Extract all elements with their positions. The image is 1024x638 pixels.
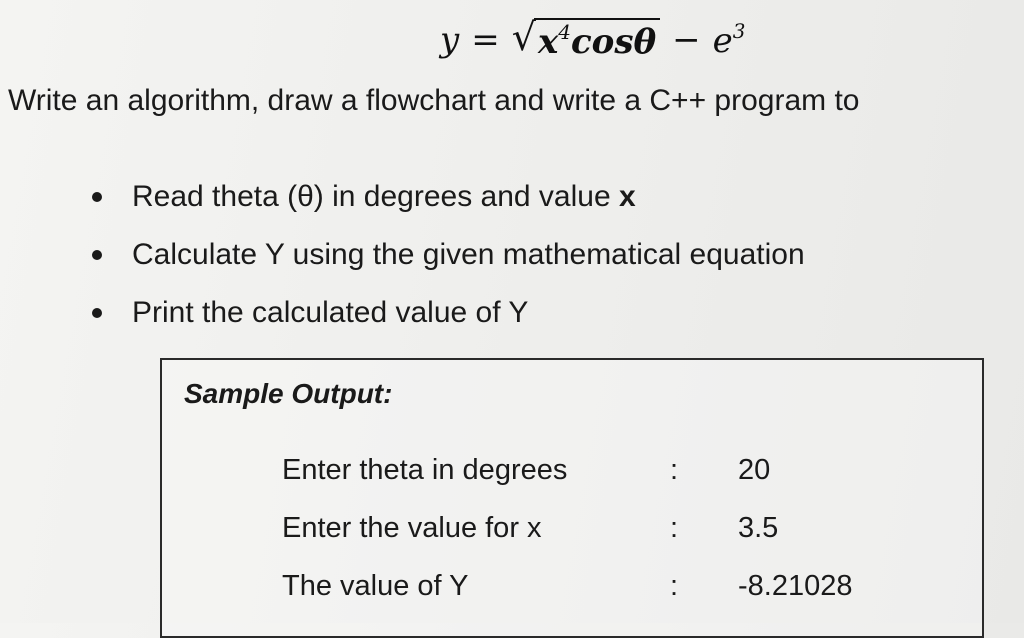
term-power: 3 — [732, 19, 746, 43]
equation — [440, 14, 746, 66]
task-3-text: Print the calculated value of Y — [132, 296, 529, 329]
equation-term — [713, 19, 746, 61]
output-row — [282, 570, 922, 610]
equation-radical — [511, 14, 660, 63]
bullet-icon — [92, 192, 102, 202]
output-row — [282, 512, 922, 552]
task-list — [92, 168, 805, 342]
output-label: Enter the value for x — [282, 512, 542, 544]
list-item — [92, 284, 805, 342]
equation-radicand — [534, 18, 660, 63]
task-1-text: Read theta (θ) in degrees and value — [132, 180, 619, 213]
output-value: 3.5 — [738, 512, 779, 544]
output-label: The value of Y — [282, 570, 469, 602]
equation-equals: = — [471, 20, 500, 60]
term-base: e — [712, 21, 733, 61]
radicand-base: x — [537, 21, 559, 62]
task-text — [132, 180, 636, 214]
output-value: 20 — [738, 454, 771, 486]
bullet-icon — [92, 308, 102, 318]
task-2-text: Calculate Y using the given mathematical equation — [132, 238, 805, 271]
output-value: -8.21028 — [738, 570, 853, 602]
radicand-rest: cosθ — [570, 21, 657, 62]
equation-minus: − — [672, 20, 701, 60]
output-colon: : — [670, 512, 679, 544]
output-row — [282, 454, 922, 494]
radical-sign: √ — [511, 14, 536, 59]
sample-output-title: Sample Output: — [184, 378, 393, 409]
output-colon: : — [670, 570, 679, 602]
list-item — [92, 226, 805, 284]
intro-text: Write an algorithm, draw a flowchart and write a C++ program to — [8, 84, 860, 117]
task-1-bold: x — [619, 180, 636, 213]
equation-lhs: y — [440, 20, 460, 60]
bullet-icon — [92, 250, 102, 260]
list-item — [92, 168, 805, 226]
sample-output-box — [160, 358, 984, 638]
output-colon: : — [670, 454, 679, 486]
radicand-power: 4 — [558, 19, 571, 44]
output-label: Enter theta in degrees — [282, 454, 568, 486]
